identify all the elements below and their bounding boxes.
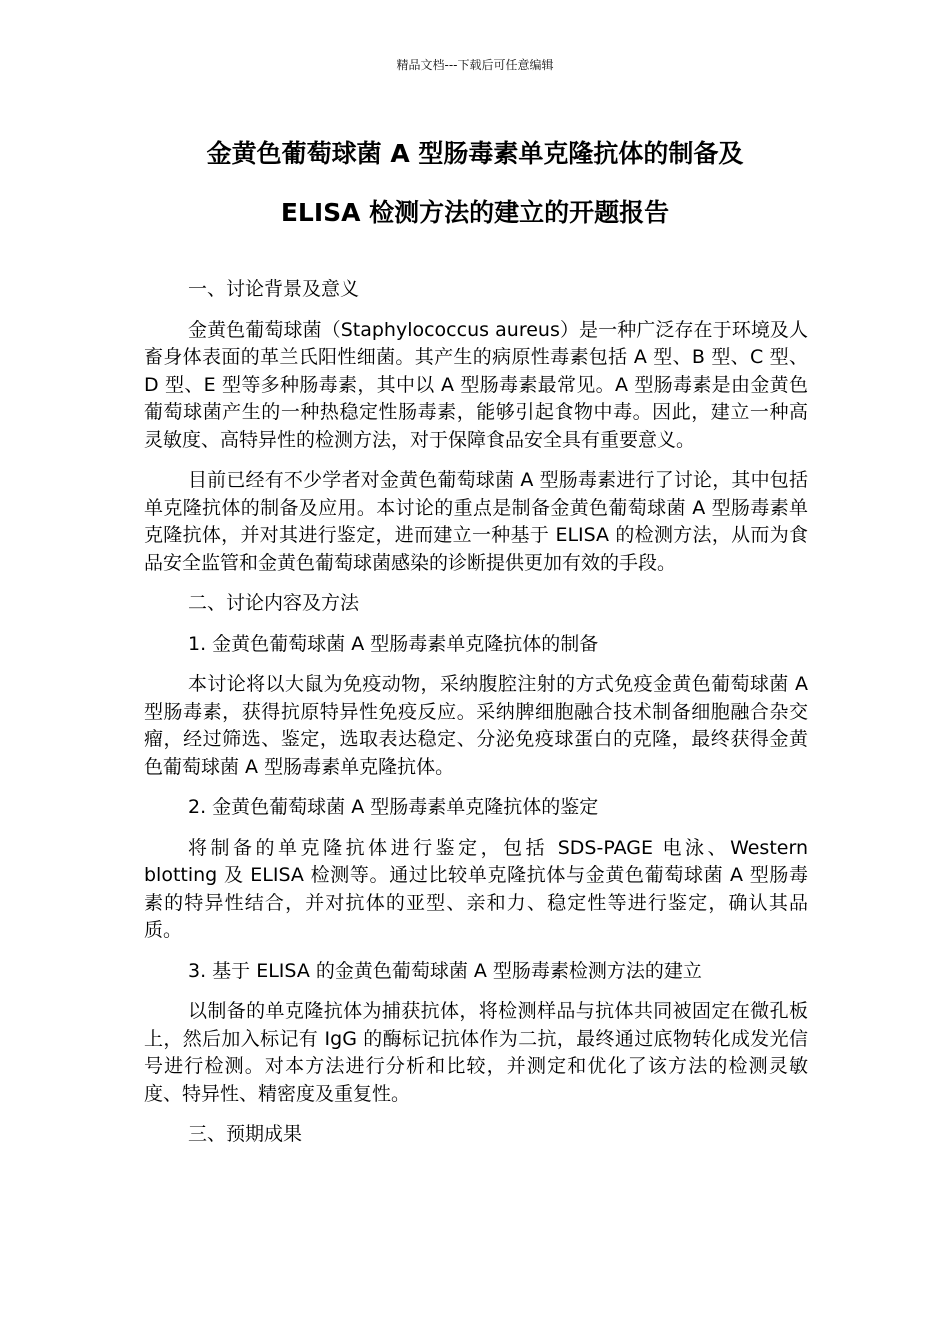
- document-title-line-1: 金黄色葡萄球菌 A 型肠毒素单克隆抗体的制备及: [206, 139, 744, 168]
- subheading-antibody-identification: 2. 金黄色葡萄球菌 A 型肠毒素单克隆抗体的鉴定: [188, 796, 599, 818]
- paragraph-background-1: 金黄色葡萄球菌（Staphylococcus aureus）是一种广泛存在于环境及人畜身体表面的革兰氏阳性细菌。其产生的病原性毒素包括 A 型、B 型、C 型、D 型、E 型等多种肠毒素，其中以 A 型肠毒素最常见。A 型肠毒素是由金黄色葡萄球菌产生的一种热稳定性肠毒素，能够引起食物中毒。因此，建立一种高灵敏度、高特异性的检测方法，对于保障食品安全具有重要意义。: [144, 318, 808, 451]
- subheading-elisa-method: 3. 基于 ELISA 的金黄色葡萄球菌 A 型肠毒素检测方法的建立: [188, 959, 702, 982]
- paragraph-antibody-preparation: 本讨论将以大鼠为免疫动物，采纳腹腔注射的方式免疫金黄色葡萄球菌 A 型肠毒素，获得抗原特异性免疫反应。采纳脾细胞融合技术制备细胞融合杂交瘤，经过筛选、鉴定，选取表达稳定、分泌免疫球蛋白的克隆，最终获得金黄色葡萄球菌 A 型肠毒素单克隆抗体。: [144, 673, 808, 778]
- document-body: [144, 276, 808, 1162]
- section-heading-content-methods: 二、讨论内容及方法: [188, 592, 360, 614]
- section-heading-background: 一、讨论背景及意义: [188, 278, 360, 300]
- paragraph-background-2: 目前已经有不少学者对金黄色葡萄球菌 A 型肠毒素进行了讨论，其中包括单克隆抗体的制备及应用。本讨论的重点是制备金黄色葡萄球菌 A 型肠毒素单克隆抗体，并对其进行鉴定，进而建立一种基于 ELISA 的检测方法，从而为食品安全监管和金黄色葡萄球菌感染的诊断提供更加有效的手段。: [144, 469, 808, 574]
- header-watermark: 精品文档---下载后可任意编辑: [396, 58, 554, 72]
- paragraph-antibody-identification: 将制备的单克隆抗体进行鉴定，包括 SDS-PAGE 电泳、Western blotting 及 ELISA 检测等。通过比较单克隆抗体与金黄色葡萄球菌 A 型肠毒素的特异性结合，并对抗体的亚型、亲和力、稳定性等进行鉴定，确认其品质。: [144, 836, 808, 941]
- section-heading-expected-results: 三、预期成果: [188, 1123, 303, 1145]
- subheading-antibody-preparation: 1. 金黄色葡萄球菌 A 型肠毒素单克隆抗体的制备: [188, 632, 599, 655]
- document-title-line-2: ELISA 检测方法的建立的开题报告: [280, 198, 670, 227]
- paragraph-elisa-method: 以制备的单克隆抗体为捕获抗体，将检测样品与抗体共同被固定在微孔板上，然后加入标记有 IgG 的酶标记抗体作为二抗，最终通过底物转化成发光信号进行检测。对本方法进行分析和比较，并测定和优化了该方法的检测灵敏度、特异性、精密度及重复性。: [144, 1000, 808, 1105]
